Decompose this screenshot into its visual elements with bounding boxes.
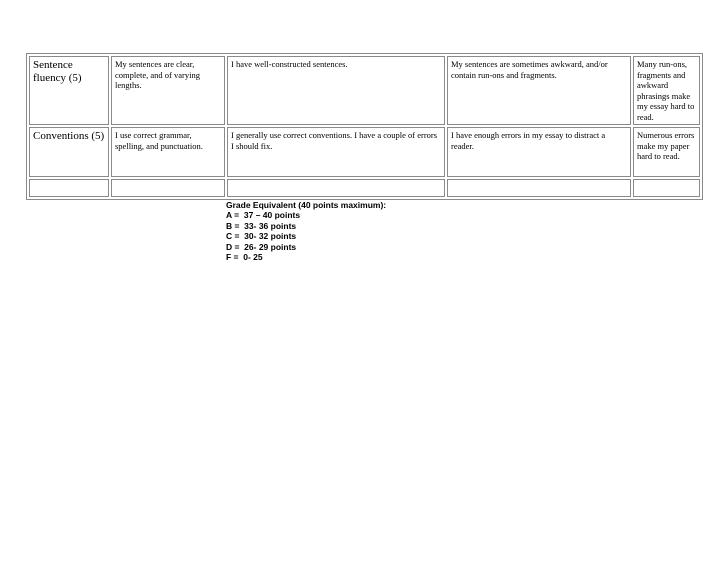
rubric-cell: My sentences are sometimes awkward, and/or contain run-ons and fragments. [447,56,631,125]
grade-line: A = 37 – 40 points [226,210,301,221]
grade-equivalent-block [226,200,386,262]
rubric-table [26,53,703,200]
rubric-cell: My sentences are clear, complete, and of varying lengths. [111,56,225,125]
criterion-cell: Conventions (5) [29,127,109,177]
empty-cell [633,179,700,197]
rubric-row-conventions [29,127,700,177]
empty-cell [111,179,225,197]
rubric-cell: I have enough errors in my essay to distract a reader. [447,127,631,177]
rubric-cell: I use correct grammar, spelling, and punctuation. [111,127,225,177]
grade-line: D = 26- 29 points [226,241,297,252]
empty-cell [29,179,109,197]
grade-line: F = 0- 25 [226,252,263,263]
rubric-cell: Numerous errors make my paper hard to read. [633,127,700,177]
rubric-cell: I generally use correct conventions. I have a couple of errors I should fix. [227,127,445,177]
grade-heading: Grade Equivalent (40 points maximum): [226,200,387,210]
rubric-row-empty [29,179,700,197]
rubric-cell: Many run-ons, fragments and awkward phrasings make my essay hard to read. [633,56,700,125]
criterion-cell: Sentence fluency (5) [29,56,109,125]
rubric-cell: I have well-constructed sentences. [227,56,445,125]
grade-line: C = 30- 32 points [226,231,297,242]
empty-cell [227,179,445,197]
empty-cell [447,179,631,197]
grade-line: B = 33- 36 points [226,220,297,231]
rubric-row-sentence-fluency [29,56,700,125]
